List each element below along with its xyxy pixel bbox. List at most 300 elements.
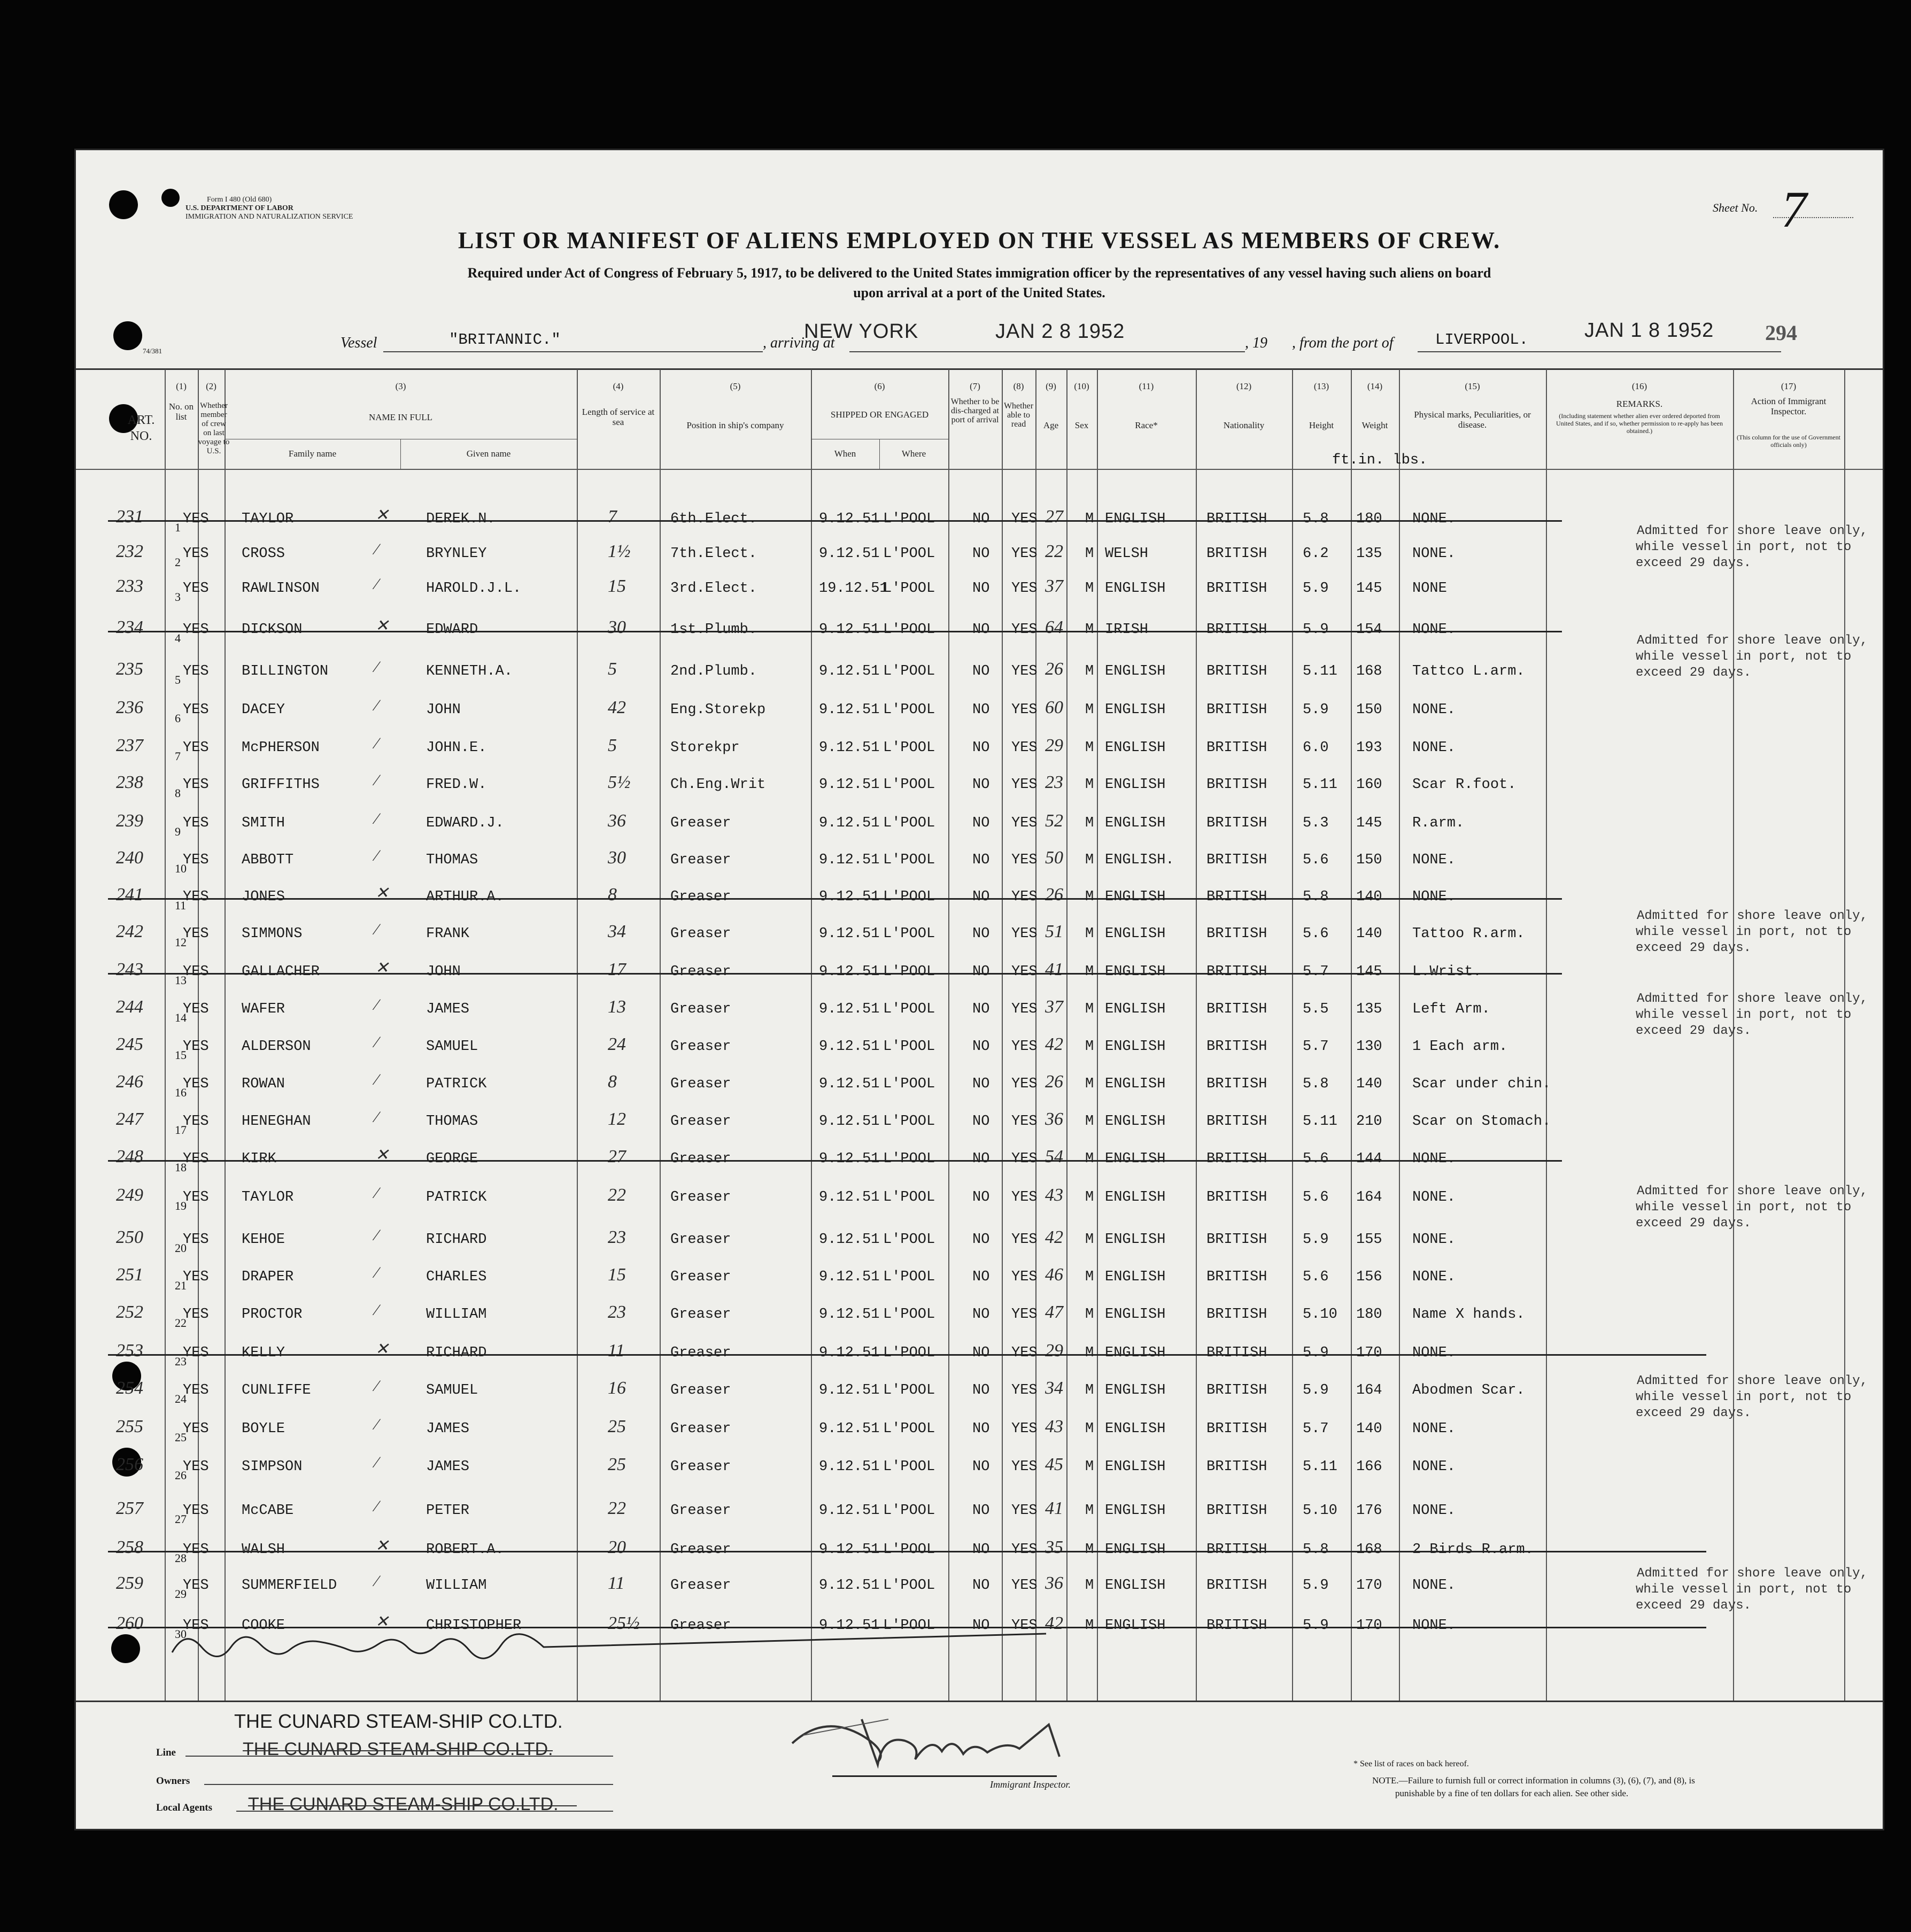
nationality-cell: BRITISH bbox=[1206, 740, 1267, 756]
shipped-when-cell: 9.12.51 bbox=[819, 702, 880, 718]
shipped-when-cell: 9.12.51 bbox=[819, 546, 880, 562]
height-cell: 5.6 bbox=[1303, 1151, 1329, 1167]
check-mark-icon: ⁄ bbox=[375, 1301, 378, 1319]
length-of-service-cell: 36 bbox=[608, 811, 626, 831]
discharged-cell: NO bbox=[972, 1151, 990, 1167]
family-name-cell: RAWLINSON bbox=[242, 581, 320, 597]
art-no-cell: 258 bbox=[116, 1537, 143, 1557]
previous-voyage-cell: YES bbox=[183, 777, 209, 793]
given-name-header: Given name bbox=[466, 449, 511, 459]
shipped-when-cell: 9.12.51 bbox=[819, 1578, 880, 1594]
given-name-cell: ROBERT.A. bbox=[426, 1542, 504, 1558]
col-12-number: (12) bbox=[1236, 381, 1252, 391]
length-of-service-cell: 22 bbox=[608, 1185, 626, 1205]
previous-voyage-cell: YES bbox=[183, 702, 209, 718]
position-cell: Greaser bbox=[670, 1503, 731, 1519]
position-cell: Greaser bbox=[670, 1001, 731, 1017]
company-stamp: THE CUNARD STEAM-SHIP CO.LTD. bbox=[234, 1710, 563, 1732]
given-name-cell: EDWARD.J. bbox=[426, 815, 504, 831]
list-no-cell: 4 bbox=[175, 631, 181, 645]
remark-line: Admitted for shore leave only, bbox=[1637, 1566, 1868, 1581]
shipped-when-cell: 9.12.51 bbox=[819, 1076, 880, 1092]
position-cell: 3rd.Elect. bbox=[670, 581, 757, 597]
age-cell: 37 bbox=[1045, 997, 1063, 1017]
given-name-cell: PATRICK bbox=[426, 1189, 487, 1205]
art-no-header: ART. NO. bbox=[127, 413, 155, 443]
remark-line: Admitted for shore leave only, bbox=[1637, 1374, 1868, 1388]
given-name-cell: SAMUEL bbox=[426, 1039, 478, 1055]
shipped-when-cell: 9.12.51 bbox=[819, 1421, 880, 1437]
list-no-cell: 7 bbox=[175, 749, 181, 763]
from-port-label: , from the port of bbox=[1292, 335, 1394, 351]
age-cell: 26 bbox=[1045, 659, 1063, 679]
race-cell: ENGLISH bbox=[1105, 1345, 1166, 1361]
line-label: Line bbox=[156, 1747, 176, 1758]
art-no-cell: 251 bbox=[116, 1265, 143, 1285]
physical-marks-cell: NONE. bbox=[1412, 622, 1456, 638]
previous-voyage-cell: YES bbox=[183, 1578, 209, 1594]
race-cell: ENGLISH bbox=[1105, 1382, 1166, 1398]
remark-line: Admitted for shore leave only, bbox=[1637, 524, 1868, 538]
race-cell: ENGLISH bbox=[1105, 1232, 1166, 1248]
list-no-cell: 21 bbox=[175, 1279, 187, 1292]
shipped-where-cell: L'POOL bbox=[883, 702, 935, 718]
sex-cell: M bbox=[1085, 1039, 1094, 1055]
list-no-cell: 5 bbox=[175, 673, 181, 686]
shipped-when-cell: 9.12.51 bbox=[819, 1269, 880, 1285]
shipped-when-cell: 9.12.51 bbox=[819, 1114, 880, 1130]
race-cell: ENGLISH bbox=[1105, 1459, 1166, 1475]
art-no-cell: 235 bbox=[116, 659, 143, 679]
position-cell: Greaser bbox=[670, 1578, 731, 1594]
age-cell: 29 bbox=[1045, 1341, 1063, 1361]
position-cell: 7th.Elect. bbox=[670, 546, 757, 562]
list-no-cell: 28 bbox=[175, 1551, 187, 1565]
col-14-header: Weight bbox=[1361, 420, 1388, 430]
able-to-read-cell: YES bbox=[1011, 1618, 1038, 1634]
physical-marks-cell: L.Wrist. bbox=[1412, 964, 1482, 980]
row-strikethrough bbox=[108, 1160, 1562, 1162]
race-cell: ENGLISH. bbox=[1105, 852, 1174, 868]
previous-voyage-cell: YES bbox=[183, 1189, 209, 1205]
col-10-header: Sex bbox=[1074, 420, 1089, 430]
nationality-cell: BRITISH bbox=[1206, 815, 1267, 831]
list-no-cell: 6 bbox=[175, 712, 181, 725]
given-name-cell: JAMES bbox=[426, 1459, 470, 1475]
age-cell: 35 bbox=[1045, 1537, 1063, 1557]
previous-voyage-cell: YES bbox=[183, 622, 209, 638]
nationality-cell: BRITISH bbox=[1206, 1114, 1267, 1130]
check-mark-icon: ⁄ bbox=[375, 1108, 378, 1126]
list-no-cell: 1 bbox=[175, 521, 181, 534]
form-code: 74/381 bbox=[143, 347, 163, 355]
subtitle-line-2: upon arrival at a port of the United States. bbox=[853, 285, 1105, 300]
discharged-cell: NO bbox=[972, 1345, 990, 1361]
position-cell: 2nd.Plumb. bbox=[670, 663, 757, 679]
age-cell: 27 bbox=[1045, 507, 1063, 527]
able-to-read-cell: YES bbox=[1011, 581, 1038, 597]
family-name-cell: GALLACHER bbox=[242, 964, 320, 980]
weight-cell: 180 bbox=[1356, 511, 1382, 527]
sex-cell: M bbox=[1085, 1076, 1094, 1092]
previous-voyage-cell: YES bbox=[183, 581, 209, 597]
weight-cell: 193 bbox=[1356, 740, 1382, 756]
remark-line: while vessel in port, not to bbox=[1636, 1582, 1852, 1597]
form-number: Form I 480 (Old 680) bbox=[207, 196, 272, 204]
shipped-when-cell: 9.12.51 bbox=[819, 1039, 880, 1055]
nationality-cell: BRITISH bbox=[1206, 1542, 1267, 1558]
remark-line: exceed 29 days. bbox=[1636, 1406, 1752, 1420]
shipped-where-cell: L'POOL bbox=[883, 1421, 935, 1437]
shipped-where-cell: L'POOL bbox=[883, 740, 935, 756]
discharged-cell: NO bbox=[972, 546, 990, 562]
able-to-read-cell: YES bbox=[1011, 889, 1038, 905]
remark-line: exceed 29 days. bbox=[1636, 941, 1752, 955]
shipped-when-cell: 9.12.51 bbox=[819, 1345, 880, 1361]
able-to-read-cell: YES bbox=[1011, 1114, 1038, 1130]
family-name-cell: WAFER bbox=[242, 1001, 285, 1017]
nationality-cell: BRITISH bbox=[1206, 1151, 1267, 1167]
punch-hole bbox=[109, 190, 138, 219]
able-to-read-cell: YES bbox=[1011, 1039, 1038, 1055]
previous-voyage-cell: YES bbox=[183, 1542, 209, 1558]
race-cell: ENGLISH bbox=[1105, 889, 1166, 905]
physical-marks-cell: NONE. bbox=[1412, 1503, 1456, 1519]
shipped-where-cell: L'POOL bbox=[883, 815, 935, 831]
art-no-cell: 246 bbox=[116, 1072, 143, 1092]
weight-cell: 135 bbox=[1356, 1001, 1382, 1017]
race-note: * See list of races on back hereof. bbox=[1353, 1759, 1469, 1768]
nationality-cell: BRITISH bbox=[1206, 852, 1267, 868]
check-mark-icon: ✕ bbox=[375, 617, 389, 635]
nationality-cell: BRITISH bbox=[1206, 964, 1267, 980]
col-9-header: Age bbox=[1043, 420, 1059, 430]
list-no-cell: 10 bbox=[175, 862, 187, 875]
race-cell: ENGLISH bbox=[1105, 815, 1166, 831]
age-cell: 47 bbox=[1045, 1302, 1063, 1322]
check-mark-icon: ⁄ bbox=[375, 658, 378, 676]
remark-line: exceed 29 days. bbox=[1636, 1216, 1752, 1231]
given-name-cell: FRED.W. bbox=[426, 777, 487, 793]
race-cell: ENGLISH bbox=[1105, 740, 1166, 756]
check-mark-icon: ⁄ bbox=[375, 575, 378, 593]
discharged-cell: NO bbox=[972, 852, 990, 868]
col-17-number: (17) bbox=[1781, 381, 1797, 391]
stamp-number: 294 bbox=[1765, 321, 1797, 345]
list-no-cell: 12 bbox=[175, 936, 187, 949]
check-mark-icon: ⁄ bbox=[375, 1264, 378, 1281]
list-no-cell: 14 bbox=[175, 1011, 187, 1024]
race-cell: ENGLISH bbox=[1105, 964, 1166, 980]
given-name-cell: CHARLES bbox=[426, 1269, 487, 1285]
height-cell: 5.9 bbox=[1303, 1232, 1329, 1248]
physical-marks-cell: Scar under chin. bbox=[1412, 1076, 1551, 1092]
physical-marks-cell: NONE. bbox=[1412, 702, 1456, 718]
physical-marks-cell: NONE. bbox=[1412, 1618, 1456, 1634]
list-no-cell: 11 bbox=[175, 899, 187, 912]
physical-marks-cell: 2 Birds R.arm. bbox=[1412, 1542, 1534, 1558]
art-no-cell: 249 bbox=[116, 1185, 143, 1205]
race-cell: ENGLISH bbox=[1105, 1421, 1166, 1437]
list-no-cell: 23 bbox=[175, 1355, 187, 1368]
shipped-when-cell: 9.12.51 bbox=[819, 1001, 880, 1017]
column-rule bbox=[1546, 369, 1547, 1701]
discharged-cell: NO bbox=[972, 1542, 990, 1558]
height-cell: 5.6 bbox=[1303, 926, 1329, 942]
check-mark-icon: ⁄ bbox=[375, 1572, 378, 1590]
nationality-cell: BRITISH bbox=[1206, 702, 1267, 718]
discharged-cell: NO bbox=[972, 1307, 990, 1323]
arrival-date: JAN 2 8 1952 bbox=[995, 320, 1125, 343]
given-name-cell: JAMES bbox=[426, 1421, 470, 1437]
sex-cell: M bbox=[1085, 740, 1094, 756]
col-16-number: (16) bbox=[1631, 381, 1647, 391]
page-title: LIST OR MANIFEST OF ALIENS EMPLOYED ON THE VESSEL AS MEMBERS OF CREW. bbox=[458, 227, 1501, 253]
shipped-when-cell: 9.12.51 bbox=[819, 622, 880, 638]
race-cell: ENGLISH bbox=[1105, 1076, 1166, 1092]
family-name-cell: COOKE bbox=[242, 1618, 285, 1634]
shipped-where-cell: L'POOL bbox=[883, 926, 935, 942]
family-name-cell: SIMPSON bbox=[242, 1459, 303, 1475]
family-name-cell: ROWAN bbox=[242, 1076, 285, 1092]
length-of-service-cell: 12 bbox=[608, 1109, 626, 1129]
length-of-service-cell: 8 bbox=[608, 1072, 617, 1092]
remark-line: while vessel in port, not to bbox=[1636, 1200, 1852, 1215]
height-cell: 5.11 bbox=[1303, 1459, 1337, 1475]
sex-cell: M bbox=[1085, 852, 1094, 868]
able-to-read-cell: YES bbox=[1011, 1151, 1038, 1167]
units-label: ft.in. lbs. bbox=[1332, 452, 1428, 468]
length-of-service-cell: 27 bbox=[608, 1147, 626, 1166]
weight-cell: 210 bbox=[1356, 1114, 1382, 1130]
list-no-cell: 24 bbox=[175, 1392, 187, 1405]
height-cell: 5.10 bbox=[1303, 1503, 1337, 1519]
nationality-cell: BRITISH bbox=[1206, 1189, 1267, 1205]
length-of-service-cell: 34 bbox=[608, 922, 626, 941]
column-rule bbox=[1351, 369, 1352, 1701]
length-of-service-cell: 23 bbox=[608, 1227, 626, 1247]
art-no-cell: 248 bbox=[116, 1147, 143, 1166]
height-cell: 5.9 bbox=[1303, 702, 1329, 718]
remark-line: exceed 29 days. bbox=[1636, 556, 1752, 570]
department-name: U.S. DEPARTMENT OF LABOR bbox=[185, 204, 293, 212]
age-cell: 45 bbox=[1045, 1455, 1063, 1474]
discharged-cell: NO bbox=[972, 1039, 990, 1055]
discharged-cell: NO bbox=[972, 1421, 990, 1437]
list-no-cell: 16 bbox=[175, 1086, 187, 1099]
race-cell: ENGLISH bbox=[1105, 1039, 1166, 1055]
able-to-read-cell: YES bbox=[1011, 1189, 1038, 1205]
nationality-cell: BRITISH bbox=[1206, 1503, 1267, 1519]
col-5-number: (5) bbox=[730, 381, 741, 391]
nationality-cell: BRITISH bbox=[1206, 1578, 1267, 1594]
col-7-header: Whether to be dis-charged at port of arrival bbox=[950, 397, 1000, 424]
sex-cell: M bbox=[1085, 1307, 1094, 1323]
height-cell: 5.6 bbox=[1303, 852, 1329, 868]
col-4-header: Length of service at sea bbox=[582, 407, 655, 427]
race-cell: ENGLISH bbox=[1105, 663, 1166, 679]
inspector-label: Immigrant Inspector. bbox=[990, 1779, 1071, 1790]
previous-voyage-cell: YES bbox=[183, 1382, 209, 1398]
sex-cell: M bbox=[1085, 889, 1094, 905]
race-cell: ENGLISH bbox=[1105, 1578, 1166, 1594]
weight-cell: 140 bbox=[1356, 1076, 1382, 1092]
physical-marks-cell: Left Arm. bbox=[1412, 1001, 1490, 1017]
race-cell: ENGLISH bbox=[1105, 1114, 1166, 1130]
sex-cell: M bbox=[1085, 1503, 1094, 1519]
height-cell: 5.9 bbox=[1303, 622, 1329, 638]
weight-cell: 140 bbox=[1356, 1421, 1382, 1437]
physical-marks-cell: NONE. bbox=[1412, 1269, 1456, 1285]
length-of-service-cell: 17 bbox=[608, 960, 626, 979]
check-mark-icon: ⁄ bbox=[375, 1497, 378, 1515]
weight-cell: 150 bbox=[1356, 702, 1382, 718]
shipped-when-cell: 9.12.51 bbox=[819, 815, 880, 831]
shipped-where-cell: L'POOL bbox=[883, 1459, 935, 1475]
previous-voyage-cell: YES bbox=[183, 1001, 209, 1017]
list-no-cell: 15 bbox=[175, 1048, 187, 1062]
sex-cell: M bbox=[1085, 1382, 1094, 1398]
family-name-cell: KIRK bbox=[242, 1151, 276, 1167]
position-cell: Greaser bbox=[670, 1382, 731, 1398]
height-cell: 5.6 bbox=[1303, 1269, 1329, 1285]
length-of-service-cell: 42 bbox=[608, 698, 626, 717]
previous-voyage-cell: YES bbox=[183, 1345, 209, 1361]
family-name-cell: CUNLIFFE bbox=[242, 1382, 311, 1398]
col-15-header: Physical marks, Peculiarities, or disease. bbox=[1414, 409, 1531, 430]
art-no-cell: 233 bbox=[116, 576, 143, 596]
physical-marks-cell: NONE. bbox=[1412, 1459, 1456, 1475]
column-rule bbox=[1844, 369, 1845, 1701]
height-cell: 5.9 bbox=[1303, 1618, 1329, 1634]
shipped-where-cell: L'POOL bbox=[883, 1232, 935, 1248]
given-name-cell: JOHN.E. bbox=[426, 740, 487, 756]
nationality-cell: BRITISH bbox=[1206, 663, 1267, 679]
family-name-cell: TAYLOR bbox=[242, 1189, 294, 1205]
check-mark-icon: ⁄ bbox=[375, 1454, 378, 1471]
age-cell: 23 bbox=[1045, 772, 1063, 792]
check-mark-icon: ⁄ bbox=[375, 697, 378, 714]
physical-marks-cell: Scar R.foot. bbox=[1412, 777, 1517, 793]
given-name-cell: RICHARD bbox=[426, 1232, 487, 1248]
list-no-cell: 30 bbox=[175, 1627, 187, 1641]
previous-voyage-cell: YES bbox=[183, 1232, 209, 1248]
row-strikethrough bbox=[108, 520, 1562, 522]
nationality-cell: BRITISH bbox=[1206, 1345, 1267, 1361]
sheet-number: 7 bbox=[1781, 181, 1807, 238]
check-mark-icon: ✕ bbox=[375, 959, 389, 977]
able-to-read-cell: YES bbox=[1011, 1001, 1038, 1017]
list-no-cell: 19 bbox=[175, 1199, 187, 1212]
col-2-header: Whether member of crew on last voyage to U.S. bbox=[198, 401, 230, 455]
list-no-cell: 25 bbox=[175, 1431, 187, 1444]
discharged-cell: NO bbox=[972, 1269, 990, 1285]
sex-cell: M bbox=[1085, 1189, 1094, 1205]
col-8-number: (8) bbox=[1013, 381, 1024, 391]
shipped-where-cell: L'POOL bbox=[883, 1542, 935, 1558]
previous-voyage-cell: YES bbox=[183, 1151, 209, 1167]
line-value: THE CUNARD STEAM-SHIP CO.LTD. bbox=[243, 1739, 553, 1759]
check-mark-icon: ⁄ bbox=[375, 1184, 378, 1202]
family-name-cell: McPHERSON bbox=[242, 740, 320, 756]
shipped-when-cell: 19.12.51 bbox=[819, 581, 888, 597]
height-cell: 5.11 bbox=[1303, 1114, 1337, 1130]
family-name-cell: BILLINGTON bbox=[242, 663, 329, 679]
physical-marks-cell: Tattoo R.arm. bbox=[1412, 926, 1525, 942]
able-to-read-cell: YES bbox=[1011, 1307, 1038, 1323]
family-name-cell: ALDERSON bbox=[242, 1039, 311, 1055]
age-cell: 51 bbox=[1045, 922, 1063, 941]
height-cell: 5.9 bbox=[1303, 1578, 1329, 1594]
list-no-cell: 13 bbox=[175, 973, 187, 987]
col-14-number: (14) bbox=[1367, 381, 1383, 391]
owners-label: Owners bbox=[156, 1775, 190, 1787]
sex-cell: M bbox=[1085, 926, 1094, 942]
remark-line: exceed 29 days. bbox=[1636, 1024, 1752, 1038]
given-name-cell: JOHN bbox=[426, 702, 461, 718]
col-16-header: REMARKS. bbox=[1616, 399, 1663, 409]
given-name-cell: WILLIAM bbox=[426, 1578, 487, 1594]
position-cell: Greaser bbox=[670, 889, 731, 905]
position-cell: Greaser bbox=[670, 1114, 731, 1130]
sex-cell: M bbox=[1085, 964, 1094, 980]
position-cell: Greaser bbox=[670, 852, 731, 868]
shipped-when-cell: 9.12.51 bbox=[819, 511, 880, 527]
column-rule bbox=[1035, 369, 1036, 1701]
length-of-service-cell: 1½ bbox=[608, 542, 631, 561]
check-mark-icon: ⁄ bbox=[375, 540, 378, 558]
able-to-read-cell: YES bbox=[1011, 852, 1038, 868]
family-name-cell: DRAPER bbox=[242, 1269, 294, 1285]
sex-cell: M bbox=[1085, 1345, 1094, 1361]
art-no-cell: 239 bbox=[116, 811, 143, 831]
physical-marks-cell: Scar on Stomach. bbox=[1412, 1114, 1551, 1130]
able-to-read-cell: YES bbox=[1011, 1269, 1038, 1285]
column-rule bbox=[225, 369, 226, 1701]
race-cell: ENGLISH bbox=[1105, 1001, 1166, 1017]
height-cell: 5.3 bbox=[1303, 815, 1329, 831]
sex-cell: M bbox=[1085, 546, 1094, 562]
art-no-cell: 250 bbox=[116, 1227, 143, 1247]
shipped-where-cell: L'POOL bbox=[883, 852, 935, 868]
given-name-cell: JOHN bbox=[426, 964, 461, 980]
departure-date: JAN 1 8 1952 bbox=[1584, 319, 1714, 342]
shipped-where-cell: L'POOL bbox=[883, 1382, 935, 1398]
family-name-header: Family name bbox=[288, 449, 337, 459]
row-strikethrough bbox=[108, 973, 1562, 975]
check-mark-icon: ⁄ bbox=[375, 996, 378, 1014]
previous-voyage-cell: YES bbox=[183, 1269, 209, 1285]
check-mark-icon: ⁄ bbox=[375, 735, 378, 752]
shipped-where-cell: L'POOL bbox=[883, 1618, 935, 1634]
vessel-line bbox=[383, 351, 763, 352]
length-of-service-cell: 15 bbox=[608, 1265, 626, 1285]
row-strikethrough bbox=[108, 631, 1562, 632]
shipped-when-cell: 9.12.51 bbox=[819, 663, 880, 679]
sex-cell: M bbox=[1085, 511, 1094, 527]
nationality-cell: BRITISH bbox=[1206, 889, 1267, 905]
art-no-cell: 253 bbox=[116, 1341, 143, 1361]
race-cell: ENGLISH bbox=[1105, 1151, 1166, 1167]
col-7-number: (7) bbox=[970, 381, 980, 391]
art-no-cell: 255 bbox=[116, 1417, 143, 1436]
row-strikethrough bbox=[108, 898, 1562, 900]
given-name-cell: FRANK bbox=[426, 926, 470, 942]
family-name-cell: WALSH bbox=[242, 1542, 285, 1558]
position-cell: Eng.Storekp bbox=[670, 702, 766, 718]
position-cell: 1st.Plumb. bbox=[670, 622, 757, 638]
length-of-service-cell: 5½ bbox=[608, 772, 631, 792]
